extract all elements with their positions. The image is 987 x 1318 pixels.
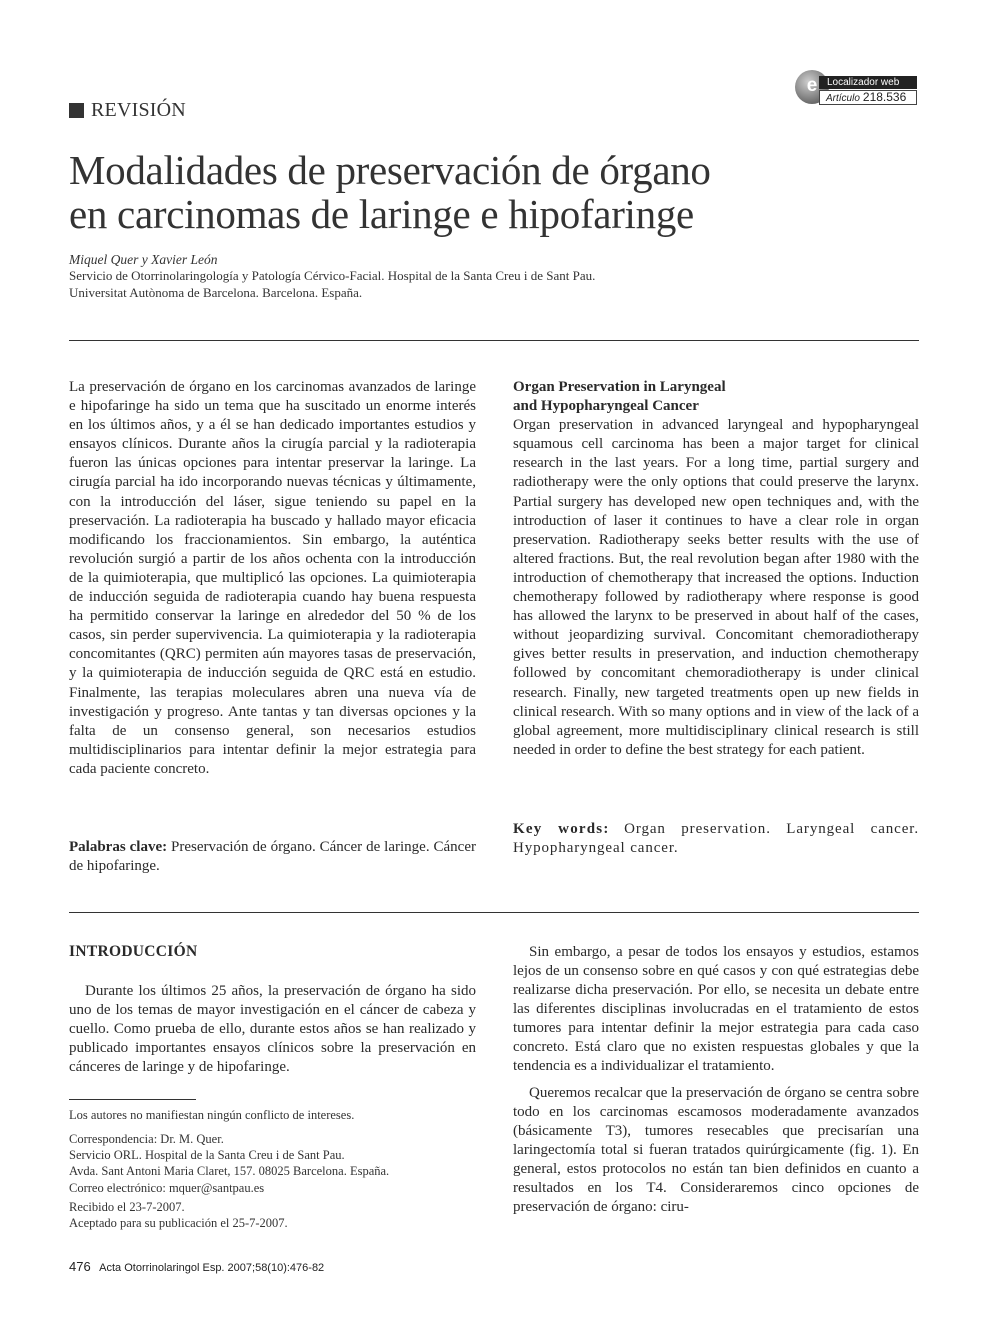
body-paragraph-2: Queremos recalcar que la preservación de órgano se centra sobre todo en los carcinomas escamosos moderadamente avanzados (básicamente T3), tumores resecables que precisarían una laringectomía total si fueran tratados quirúrgicamente (fig. 1). En general, estos protocolos no están tan bien definidos en cuanto a resultados en los T4. Consideraremos cinco opciones de preservación de órgano: ciru- (513, 1085, 919, 1215)
corr-line-3: Avda. Sant Antoni Maria Claret, 157. 08025 Barcelona. España. (69, 1164, 390, 1179)
footnote-correspondence (69, 1131, 489, 1196)
body-right-column (513, 943, 919, 1225)
locator-article (819, 90, 917, 105)
footnote-dates (69, 1199, 489, 1231)
title-line-1: Modalidades de preservación de órgano (69, 147, 711, 193)
web-locator-badge[interactable] (795, 70, 919, 106)
article-label: Artículo (826, 93, 860, 104)
article-number: 218.536 (862, 90, 907, 104)
abstract-es-text: La preservación de órgano en los carcinomas avanzados de laringe e hipofaringe ha sido un tema que ha suscitado un enorme interés en los últimos años, y a él se han dedicado importantes estudios y ensayos clínicos. Durante años la cirugía parcial y la radioterapia fueron las únicas opciones para intentar preservar la laringe. La cirugía parcial ha ido incorporando nuevas técnicas y últimamente, con la introducción del láser, sigue teniendo su papel en la preservación. La radioterapia ha buscado y hallado mayor eficacia modificando los fraccionamientos. Sin embargo, la auténtica revolución surgió a partir de los años ochenta con la introducción de la quimioterapia, que multiplicó las opciones. La quimioterapia de inducción seguida de radioterapia cuando hay buena respuesta ha permitido conservar la laringe en alrededor del 50 % de los casos, sin perder supervivencia. La quimioterapia y la radioterapia concomitantes (QRC) permiten aún mayores tasas de preservación, y la quimioterapia de inducción seguida de QRC está en estudio. Finalmente, las terapias moleculares abren una nueva vía de investigación y progreso. Ante tantas y tan diversas opciones y la falta de un consenso general, son necesarios estudios multidisciplinarios para intentar definir la mejor estrategia para cada paciente concreto. (69, 379, 476, 777)
received-date: Recibido el 23-7-2007. (69, 1200, 185, 1214)
accepted-date: Aceptado para su publicación el 25-7-2007. (69, 1216, 288, 1231)
footnote-rule (69, 1099, 196, 1100)
abstract-english (513, 378, 919, 760)
page-footer (69, 1259, 324, 1274)
abstract-en-title (513, 378, 919, 416)
title-line-2: en carcinomas de laringe e hipofaringe (69, 191, 694, 237)
intro-paragraph: Durante los últimos 25 años, la preservación de órgano ha sido uno de los temas de mayor investigación en el cáncer de cabeza y cuello. Como prueba de ello, durante estos años se han realizado y publicado importantes ensayos clínicos sobre la preservación en cánceres de laringe y de hipofaringe. (69, 983, 476, 1075)
abstract-spanish (69, 378, 476, 779)
affiliation (69, 268, 919, 301)
intro-heading: INTRODUCCIÓN (69, 943, 198, 960)
article-title (69, 148, 869, 236)
journal-citation: Acta Otorrinolaringol Esp. 2007;58(10):476-82 (99, 1262, 325, 1274)
abstract-en-title-line-1: Organ Preservation in Laryngeal (513, 379, 726, 395)
affiliation-line-1: Servicio de Otorrinolaringología y Patología Cérvico-Facial. Hospital de la Santa Creu i de Sant Pau. (69, 268, 596, 283)
divider-middle (69, 912, 919, 913)
corr-line-1: Correspondencia: Dr. M. Quer. (69, 1132, 224, 1146)
abstract-en-title-line-2: and Hypopharyngeal Cancer (513, 398, 699, 415)
divider-top (69, 340, 919, 341)
authors: Miquel Quer y Xavier León (69, 252, 218, 267)
square-bullet-icon (69, 103, 84, 118)
e-logo-icon: e (795, 70, 829, 104)
keywords-en-label: Key words: (513, 821, 610, 837)
body-paragraph-1: Sin embargo, a pesar de todos los ensayos y estudios, estamos lejos de un consenso sobre en qué casos y con qué estrategias debe realizarse dicha preservación. Por ello, se necesita un debate entre las diferentes disciplinas involucradas en el tratamiento de estos tumores para intentar definir la mejor estrategia para cada caso concreto. Está claro que no existen respuestas globales y que la tendencia es a individualizar el tratamiento. (513, 944, 919, 1074)
affiliation-line-2: Universitat Autònoma de Barcelona. Barcelona. España. (69, 284, 363, 300)
locator-label: Localizador web (819, 76, 917, 89)
keywords-es-text: Preservación de órgano. Cáncer de laringe. Cáncer de hipofaringe. (69, 839, 476, 875)
footnote-conflict: Los autores no manifiestan ningún conflicto de intereses. (69, 1108, 355, 1122)
keywords-english (513, 820, 919, 858)
keywords-es-label: Palabras clave: (69, 839, 168, 855)
keywords-en-text: Organ preservation. Laryngeal cancer. Hypopharyngeal cancer. (513, 821, 920, 857)
section-tag-label: REVISIÓN (91, 99, 186, 121)
corr-line-2: Servicio ORL. Hospital de la Santa Creu i de Sant Pau. (69, 1148, 345, 1163)
section-tag (69, 99, 186, 122)
keywords-spanish (69, 838, 476, 876)
corr-line-4: Correo electrónico: mquer@santpau.es (69, 1180, 265, 1195)
abstract-en-text: Organ preservation in advanced laryngeal and hypopharyngeal squamous cell carcinoma has been a major target for clinical research in the last years. For a long time, partial surgery and radiotherapy were the only options that could preserve the larynx. Partial surgery has developed new open techniques and, with the introduction of laser it continues to have a clear role in organ preservation. Radiotherapy seeks better results with the use of altered fractions. But, the real revolution began after 1980 with the introduction of chemotherapy that increased the options. Induction chemotherapy followed by radiotherapy where response is good has allowed the larynx to be preserved in about half of the cases, without jeopardizing survival. Concomitant chemoradiotherapy gives better results in preservation, and induction chemotherapy followed by concomitant chemoradiotherapy is under clinical research. Finally, new targeted treatments open up new fields in clinical research. With so many options and in view of the lack of a global agreement, more multidisciplinary clinical research is still needed in order to define the best strategy for each patient. (513, 417, 919, 758)
page-number: 476 (69, 1259, 91, 1274)
